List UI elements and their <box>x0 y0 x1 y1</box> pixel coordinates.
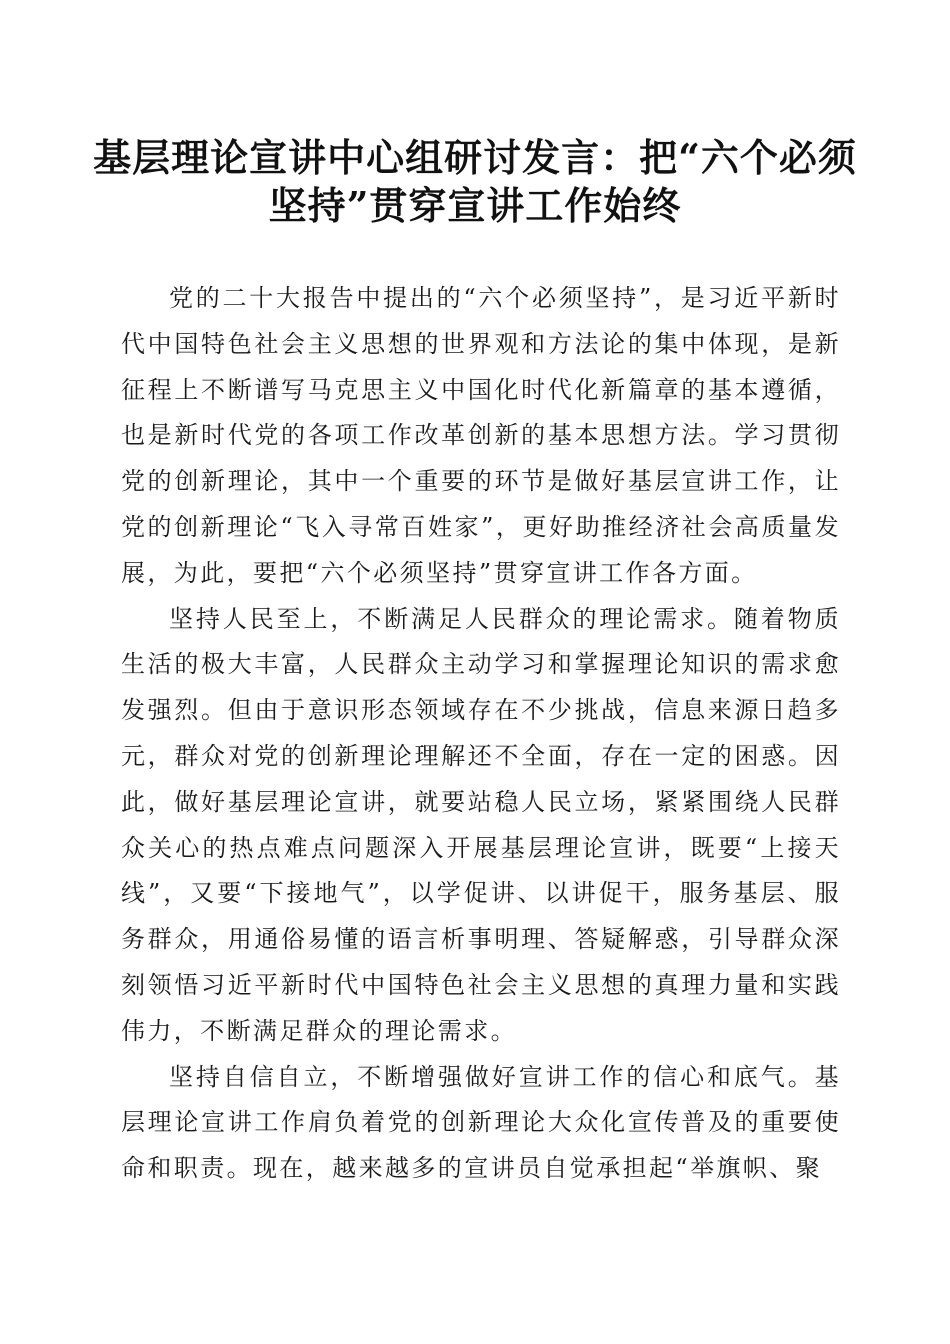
paragraph-3: 坚持自信自立，不断增强做好宣讲工作的信心和底气。基层理论宣讲工作肩负着党的创新理论大众化宣传普及的重要使命和职责。现在，越来越多的宣讲员自觉承担起“举旗帜、聚 <box>121 1062 841 1183</box>
title-line-2: 坚持”贯穿宣讲工作始终 <box>268 183 682 228</box>
document-body <box>121 276 841 1192</box>
document-title <box>80 134 870 230</box>
title-line-1: 基层理论宣讲中心组研讨发言：把“六个必须 <box>93 135 857 180</box>
paragraph-2: 坚持人民至上，不断满足人民群众的理论需求。随着物质生活的极大丰富，人民群众主动学习和掌握理论知识的需求愈发强烈。但由于意识形态领域存在不少挑战，信息来源日趋多元，群众对党的创新理论理解还不全面，存在一定的困惑。因此，做好基层理论宣讲，就要站稳人民立场，紧紧围绕人民群众关心的热点难点问题深入开展基层理论宣讲，既要“上接天线”，又要“下接地气”，以学促讲、以讲促干，服务基层、服务群众，用通俗易懂的语言析事明理、答疑解惑，引导群众深刻领悟习近平新时代中国特色社会主义思想的真理力量和实践伟力，不断满足群众的理论需求。 <box>121 604 841 1045</box>
paragraph-1: 党的二十大报告中提出的“六个必须坚持”，是习近平新时代中国特色社会主义思想的世界观和方法论的集中体现，是新征程上不断谱写马克思主义中国化时代化新篇章的基本遵循，也是新时代党的各项工作改革创新的基本思想方法。学习贯彻党的创新理论，其中一个重要的环节是做好基层宣讲工作，让党的创新理论“飞入寻常百姓家”，更好助推经济社会高质量发展，为此，要把“六个必须坚持”贯穿宣讲工作各方面。 <box>121 284 841 587</box>
